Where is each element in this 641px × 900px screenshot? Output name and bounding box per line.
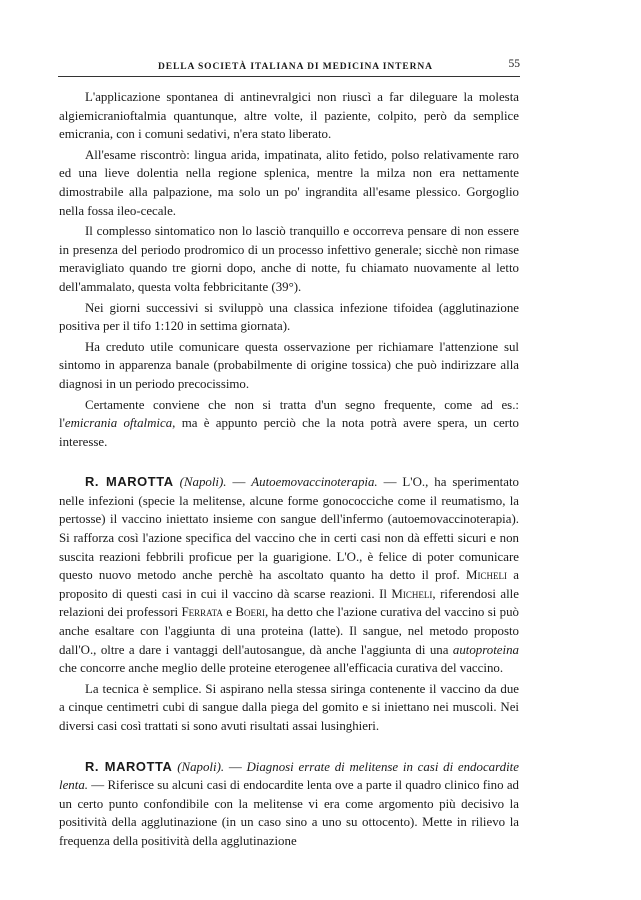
- header-rule: [58, 76, 520, 77]
- text-run: , ha detto che l'azione curativa del vaccino si può anche esaltare con l'aggiunta di una proteina (latte). Il sangue, nel metodo proposto dall'O., oltre a dare i vantaggi dell'autosangue, dà anche l'aggiunta di una: [59, 605, 520, 657]
- text-run: che concorre anche meglio delle proteine eterogenee all'efficacia curativa del vaccino.: [59, 661, 504, 676]
- paragraph: L'applicazione spontanea di antinevralgici non riuscì a far dileguare la molesta algiemicranioftalmia quantunque, altre volte, il paziente, colpito, però da semplice emicrania, con i comuni sedativi, n'era stato liberato.: [59, 90, 519, 142]
- separator: —: [226, 475, 252, 490]
- paragraph: Il complesso sintomatico non lo lasciò tranquillo e occorreva pensare di non essere in presenza del periodo prodromico di un processo infettivo generale; sicchè non rimase meravigliato quando tre giorni dopo, anche di notte, fu chiamato nuovamente al letto dell'ammalato, questa volta febbricitante (39°).: [59, 224, 519, 294]
- page-number: 55: [508, 58, 520, 70]
- text-run: , ma è appunto perciò che la nota potrà avere spera, un certo interesse.: [59, 416, 519, 449]
- italic-term: autoproteina: [452, 642, 519, 657]
- abstract-title: Diagnosi errate di melitense in casi di endocardite lenta.: [59, 759, 519, 793]
- text-run: , riferendosi alle relazioni dei professori: [59, 586, 519, 620]
- text-run: a proposito di questi casi in cui il vaccino dà scarse reazioni. Il: [59, 568, 519, 601]
- cited-name: Micheli: [391, 586, 433, 601]
- abstract-title: Autoemovaccinoterapia.: [251, 475, 378, 490]
- separator: —: [88, 778, 108, 793]
- paragraph: All'esame riscontrò: lingua arida, impatinata, alito fetido, polso relativamente raro ed una lieve dolentia nella regione splenica, mentre la milza non era nettamente dimostrabile alla palpazione, ma solo un po' ingrandita all'esame plessico. Gorgoglio nella fossa ileo-cecale.: [59, 147, 519, 218]
- separator: —: [377, 475, 403, 490]
- paragraph: [59, 396, 519, 452]
- cited-name: Ferrata: [181, 605, 223, 620]
- cited-name: Micheli: [466, 568, 507, 583]
- text-run: Certamente conviene che non si tratta d'un segno frequente, come ad es.: l': [59, 397, 519, 431]
- page-header: [58, 58, 520, 80]
- paragraph: Ha creduto utile comunicare questa osservazione per richiamare l'attenzione sul sintomo in apparenza banale (probabilmente di origine tossica) che può indirizzare alla diagnosi in un periodo precocissimo.: [59, 339, 519, 391]
- author-city: (Napoli).: [179, 475, 227, 490]
- text-run: Riferisce su alcuni casi di endocardite lenta ove a parte il quadro clinico fino ad un certo punto confondibile con la melitense vi era come argomento più decisivo la positività della agglutinazione (in un caso sino a uno su ottocento). Mette in rilievo la frequenza della positività della agglutinazione: [59, 778, 519, 848]
- text-run: L'O., ha sperimentato nelle infezioni (specie la melitense, alcune forme gonococciche come il reumatismo, la pertosse) il vaccino iniettato insieme con sangue dell'infermo (autoemovaccinoterapia). Si rafforza così l'azione specifica del vaccino che in certi casi non dà effetti sicuri e non suscita reazioni febbrili proficue per la guarigione. L'O., è felice di poter comunicare questo nuovo metodo anche perchè ha ascoltato quanto ha detto il prof.: [59, 475, 519, 583]
- separator: —: [224, 759, 247, 774]
- cited-name: Boeri: [235, 605, 265, 620]
- body-text: [59, 88, 519, 853]
- abstract-marotta-autoemovaccinoterapia: [59, 473, 519, 678]
- author-city: (Napoli).: [177, 759, 225, 774]
- author-name: R. MAROTTA: [85, 758, 173, 774]
- abstract-marotta-melitense: [59, 758, 519, 851]
- text-run: e: [222, 605, 236, 620]
- author-name: R. MAROTTA: [85, 474, 174, 490]
- running-title: DELLA SOCIETÀ ITALIANA DI MEDICINA INTERNA: [158, 62, 433, 72]
- italic-term: emicrania oftalmica: [64, 416, 173, 431]
- paragraph: La tecnica è semplice. Si aspirano nella stessa siringa contenente il vaccino da due a cinque centimetri cubi di sangue dalla piega del gomito e si iniettano nei muscoli. Nei diversi casi così trattati si sono avuti risultati assai lusinghieri.: [59, 681, 519, 733]
- paragraph: Nei giorni successivi si sviluppò una classica infezione tifoidea (agglutinazione positiva per il tifo 1:120 in settima giornata).: [59, 300, 519, 334]
